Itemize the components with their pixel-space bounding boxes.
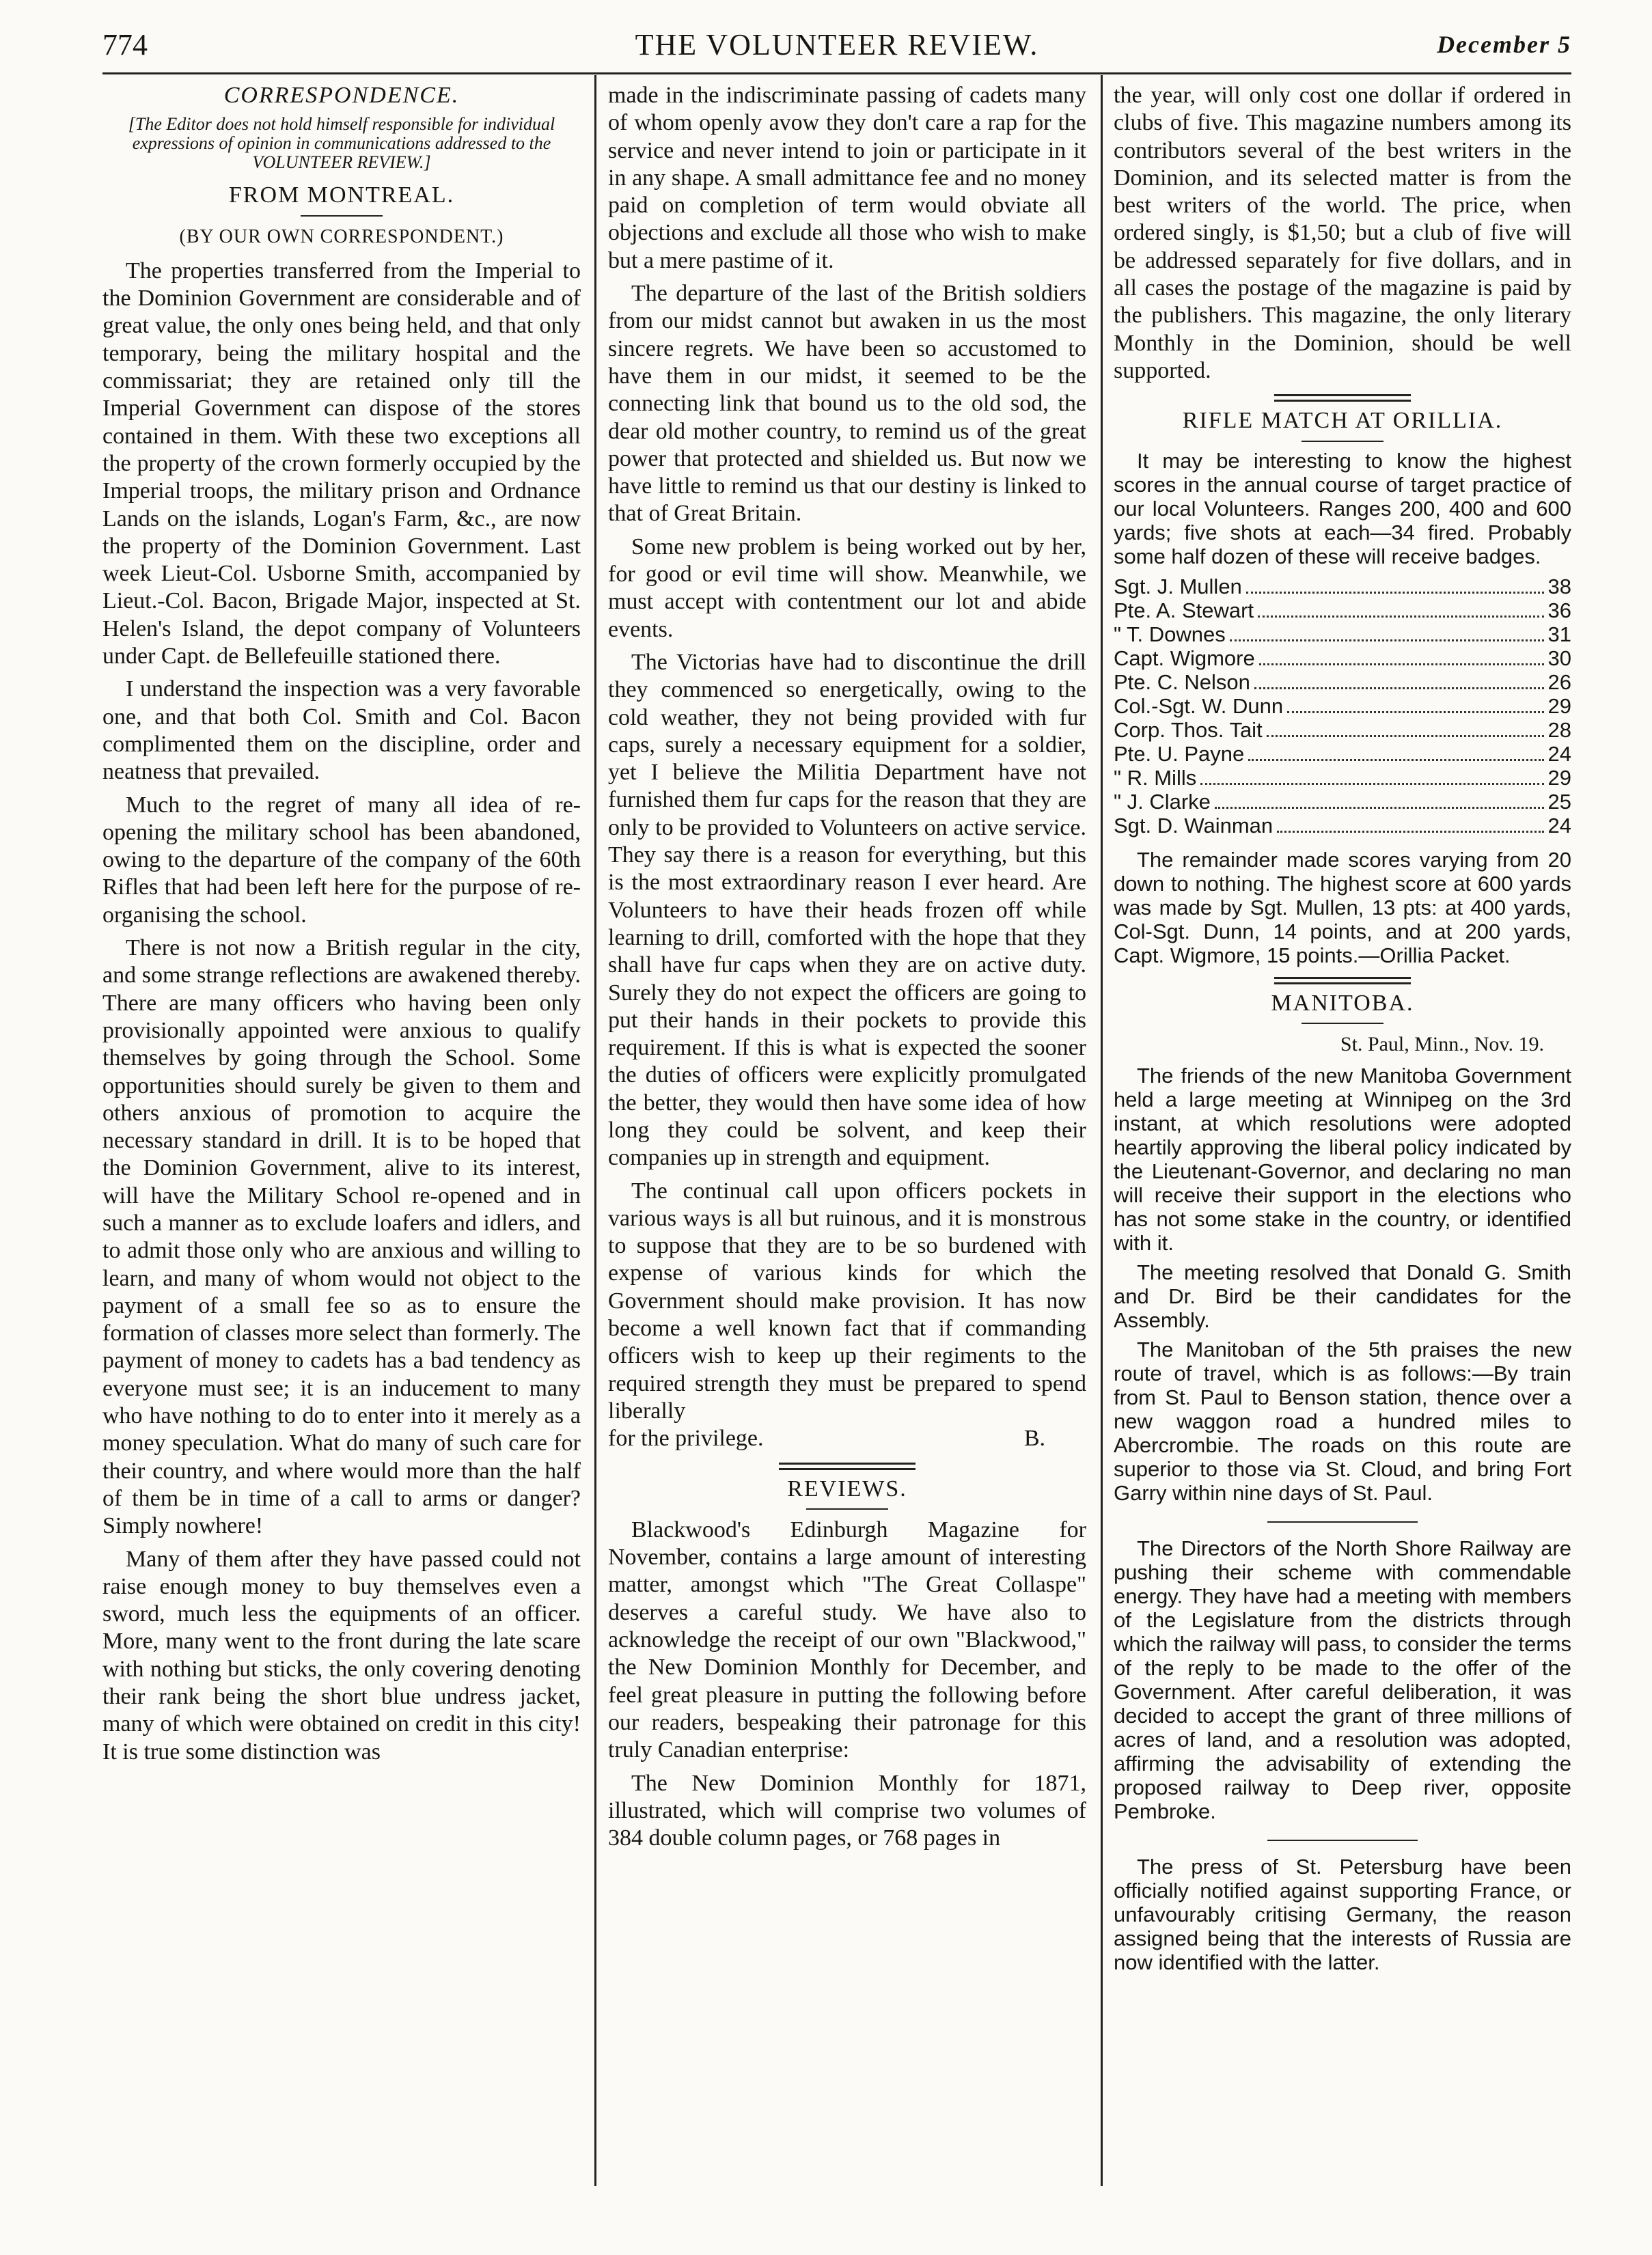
leader-dots: [1230, 639, 1544, 641]
short-rule: [1302, 1023, 1383, 1024]
score-name: Pte. A. Stewart: [1114, 598, 1254, 622]
score-row: [1114, 719, 1571, 743]
section-rule: [1274, 394, 1411, 402]
score-name: Corp. Thos. Tait: [1114, 717, 1263, 742]
score-value: 38: [1547, 574, 1571, 598]
score-row: [1114, 814, 1571, 838]
rifle-results: The remainder made scores varying from 20 down to nothing. The highest score at 600 yards was made by Sgt. Mullen, 13 pts: at 400 yards, Col-Sgt. Dunn, 14 points, and at 200 yards, Capt. Wigmore, 15 points.—Orillia Packet.: [1114, 847, 1571, 967]
leader-dots: [1259, 663, 1544, 665]
score-row: [1114, 575, 1571, 599]
page-number: 774: [102, 28, 148, 61]
short-rule: [806, 1508, 888, 1510]
score-name: " T. Downes: [1114, 622, 1226, 646]
score-name: Sgt. D. Wainman: [1114, 813, 1274, 838]
section-rule: [1274, 977, 1411, 984]
column-3: [1114, 82, 1571, 1980]
article-paragraph: The properties transferred from the Imperial to the Dominion Government are considerable and of great value, the only ones being held, and that only temporary, being the military hospital and the commissariat; they are retained only till the Imperial Government can dispose of the stores contained in them. With these two exceptions all the property of the crown formerly occupied by the Imperial troops, the military prison and Ordnance Lands on the islands, Logan's Farm, &c., are now the property of the Dominion Government. Last week Lieut-Col. Usborne Smith, accompanied by Lieut.-Col. Bacon, Brigade Major, inspected at St. Helen's Island, the depot company of Volunteers under Capt. de Bellefeuille stationed there.: [102, 258, 581, 669]
score-row: [1114, 766, 1571, 790]
section-rule: [779, 1463, 916, 1470]
leader-dots: [1248, 759, 1543, 761]
score-value: 29: [1547, 693, 1571, 718]
article-paragraph: The continual call upon officers pockets in various ways is all but ruinous, and it is monstrous to suppose that they are to be so burdened with expense of various kinds for which the Government should make provision. It has now become a well known fact that if commanding officers wish to keep up their regiments to the required strength they must be prepared to spend liberally: [608, 1178, 1086, 1424]
leader-dots: [1254, 687, 1544, 689]
column-divider-2: [1101, 75, 1103, 2186]
score-value: 36: [1547, 598, 1571, 622]
signoff-line: [608, 1425, 1086, 1452]
correspondent-byline: (BY OUR OWN CORRESPONDENT.): [179, 225, 504, 247]
score-name: Pte. U. Payne: [1114, 741, 1245, 766]
score-name: Col.-Sgt. W. Dunn: [1114, 693, 1284, 718]
header-rule: [102, 72, 1571, 74]
article-paragraph: The press of St. Petersburg have been officially notified against supporting France, or unfavourably critising Germany, the reason assigned being that the interests of Russia are now identified with the latter.: [1114, 1855, 1571, 1975]
article-paragraph: The Manitoban of the 5th praises the new route of travel, which is as follows:—By train from St. Paul to Benson station, thence over a new waggon road a hundred miles to Abercrombie. The roads on this route are superior to those via St. Cloud, and bring Fort Garry within nine days of St. Paul.: [1114, 1338, 1571, 1506]
rifle-match-heading: RIFLE MATCH AT ORILLIA.: [1182, 408, 1503, 434]
column-divider-1: [594, 75, 596, 2186]
leader-dots: [1277, 831, 1543, 833]
article-paragraph: There is not now a British regular in the city, and some strange reflections are awakened thereby. There are many officers who having been only provisionally appointed were anxious to qualify themselves by going through the School. Some opportunities should surely be given to them and others anxious of promotion to acquire the necessary standard in drill. It is to be hoped that the Dominion Government, alive to its interest, will have the Military School re-opened and in such a manner as to exclude loafers and idlers, and to admit those only who are anxious and willing to learn, and many of whom would not object to the payment of a small fee so as to ensure the formation of classes more select than formerly. The payment of money to cadets has a bad tendency as everyone must see; it is an inducement to many who have nothing to do to enter into it merely as a money speculation. What do many of such care for their country, and where would more than the half of them be in time of a call to arms or danger? Simply nowhere!: [102, 935, 581, 1539]
article-paragraph: The departure of the last of the British soldiers from our midst cannot but awaken in us the most sincere regrets. We have been so accustomed to have them in our midst, it seemed to be the connecting link that bound us to the old sod, the dear old mother country, to remind us of the great power that protected and shielded us. But now we have little to remind us that our destiny is linked to that of Great Britain.: [608, 281, 1086, 527]
score-value: 26: [1547, 669, 1571, 694]
article-paragraph: made in the indiscriminate passing of cadets many of whom openly avow they don't care a rap for the service and never intend to join or participate in it in any shape. A small admittance fee and no money paid on completion of term would obviate all objections and exclude all those who wish to make but a mere pastime of it.: [608, 83, 1086, 273]
score-value: 24: [1547, 813, 1571, 838]
score-row: [1114, 695, 1571, 719]
article-paragraph: The Victorias have had to discontinue the drill they commenced so energetically, owing to the cold weather, they not being provided with fur caps, surely a necessary equipment for a soldier, yet I believe the Militia Department have not furnished them fur caps for the reason that they are only to be provided to Volunteers on active service. They say there is a reason for everything, but this is the most extraordinary reason I ever heard. Are Volunteers to have their heads frozen off while learning to drill, comforted with the hope that they shall have fur caps when they are on active duty. Surely they do not expect the officers are going to put their hands in their pockets to provide this requirement. If this is what is expected the sooner the duties of officers were explicitly promulgated the better, they would then have some idea of how long they could be solvent, and keep their companies up in strength and equipment.: [608, 649, 1086, 1171]
rifle-intro: It may be interesting to know the highest scores in the annual course of target practice of our local Volunteers. Ranges 200, 400 and 600 yards; five shots at each—34 fired. Probably some half dozen of these will receive badges.: [1114, 448, 1571, 568]
score-row: [1114, 623, 1571, 647]
article-paragraph: I understand the inspection was a very favorable one, and that both Col. Smith and Col. Bacon complimented them on the discipline, order and neatness that prevailed.: [102, 676, 581, 785]
score-name: Sgt. J. Mullen: [1114, 574, 1242, 598]
leader-dots: [1267, 735, 1544, 737]
score-value: 28: [1547, 717, 1571, 742]
rifle-match-article: [1114, 449, 1571, 967]
short-rule: [301, 215, 383, 217]
manitoba-article: [1114, 1064, 1571, 1974]
author-signature: B.: [1023, 1426, 1045, 1452]
leader-dots: [1200, 783, 1543, 785]
article-paragraph: the year, will only cost one dollar if ordered in clubs of five. This magazine numbers among its contributors several of the best writers in the Dominion, and its selected matter is from the best writers of the world. The price, when ordered singly, is $1,50; but a club of five will be addressed separately for five dollars, and in all cases the postage of the magazine is paid by the publishers. This magazine, the only literary Monthly in the Dominion, should be well supported.: [1114, 83, 1571, 383]
score-row: [1114, 743, 1571, 766]
newspaper-title: THE VOLUNTEER REVIEW.: [635, 28, 1039, 61]
dateline: St. Paul, Minn., Nov. 19.: [1340, 1032, 1544, 1055]
review-paragraph: The New Dominion Monthly for 1871, illustrated, which will comprise two volumes of 384 double column pages, or 768 pages in: [608, 1770, 1086, 1851]
from-montreal-heading: FROM MONTREAL.: [228, 182, 455, 208]
article-paragraph: Much to the regret of many all idea of re-opening the military school has been abandoned, owing to the departure of the company of the 60th Rifles that had been left here for the purpose of re-organising the school.: [102, 792, 581, 928]
score-value: 30: [1547, 646, 1571, 670]
separator-rule: [1267, 1840, 1418, 1841]
page-header: [102, 27, 1571, 68]
score-value: 24: [1547, 741, 1571, 766]
score-value: 31: [1547, 622, 1571, 646]
column-1: [102, 82, 581, 1771]
article-paragraph: Many of them after they have passed could not raise enough money to buy themselves even a sword, much less the equipments of an officer. More, many went to the front during the late scare with nothing but sticks, the only covering denoting their rank being the short blue undress jacket, many of which were obtained on credit in this city! It is true some distinction was: [102, 1546, 581, 1765]
signoff-text: for the privilege.: [608, 1426, 764, 1452]
reviews-heading: REVIEWS.: [787, 1476, 907, 1502]
leader-dots: [1287, 711, 1543, 713]
review-paragraph: Blackwood's Edinburgh Magazine for November, contains a large amount of interesting matter, amongst which "The Great Collaspe" deserves a careful study. We have also to acknowledge the receipt of our own "Blackwood," the New Dominion Monthly for December, and feel great pleasure in putting the following before our readers, bespeaking their patronage for this truly Canadian enterprise:: [608, 1517, 1086, 1763]
score-name: " J. Clarke: [1114, 789, 1211, 814]
correspondence-heading: CORRESPONDENCE.: [223, 83, 460, 108]
leader-dots: [1246, 592, 1544, 594]
score-value: 29: [1547, 765, 1571, 790]
separator-rule: [1267, 1521, 1418, 1523]
score-row: [1114, 790, 1571, 814]
issue-date: December 5: [1437, 31, 1571, 58]
score-list: [1114, 575, 1571, 838]
leader-dots: [1258, 615, 1543, 618]
article-paragraph: The friends of the new Manitoba Government held a large meeting at Winnipeg on the 3rd instant, at which resolutions were adopted heartily approving the liberal policy indicated by the Lieutenant-Governor, and declaring no man will receive their support in the elections who has not some stake in the country, or identified with it.: [1114, 1064, 1571, 1256]
article-paragraph: The meeting resolved that Donald G. Smith and Dr. Bird be their candidates for the Assembly.: [1114, 1260, 1571, 1333]
score-name: Pte. C. Nelson: [1114, 669, 1250, 694]
score-name: Capt. Wigmore: [1114, 646, 1255, 670]
manitoba-heading: MANITOBA.: [1271, 990, 1414, 1016]
score-row: [1114, 671, 1571, 695]
score-value: 25: [1547, 789, 1571, 814]
score-name: " R. Mills: [1114, 765, 1197, 790]
leader-dots: [1215, 807, 1544, 809]
article-paragraph: The Directors of the North Shore Railway are pushing their scheme with commendable energy. They have had a meeting with members of the Legislature from the districts through which the railway will pass, to consider the terms of the reply to be made to the offer of the Government. After careful deliberation, it was decided to accept the grant of three millions of acres of land, and a resolution was adopted, affirming the advisability of extending the proposed railway to Deep river, opposite Pembroke.: [1114, 1536, 1571, 1824]
short-rule: [1302, 441, 1383, 442]
article-paragraph: Some new problem is being worked out by her, for good or evil time will show. Meanwhile, we must accept with contentment our lot and abide events.: [608, 534, 1086, 642]
score-row: [1114, 599, 1571, 623]
editor-note: [The Editor does not hold himself responsible for individual expressions of opinion in communications addressed to the VOLUNTEER REVIEW.]: [128, 114, 555, 173]
score-row: [1114, 647, 1571, 671]
column-2: [608, 82, 1086, 1857]
